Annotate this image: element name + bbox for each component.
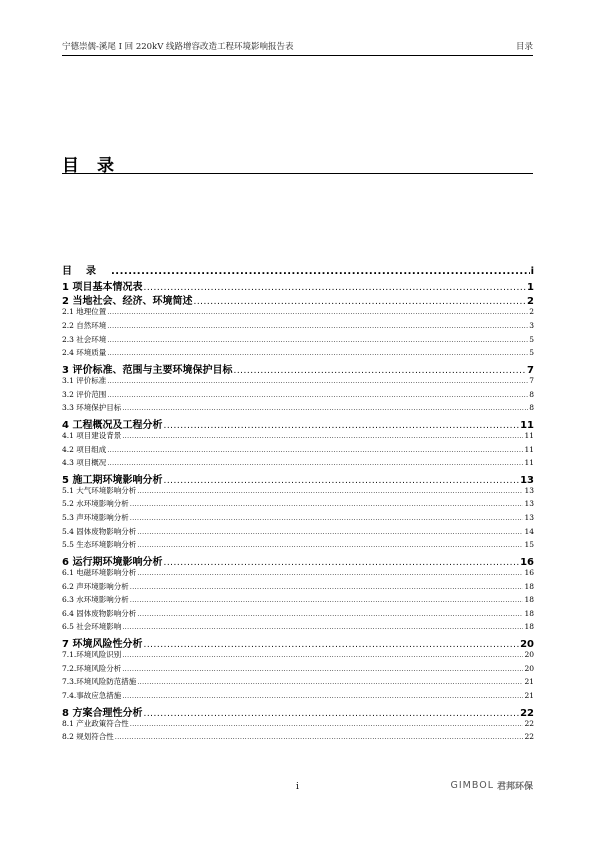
toc-entry-page: 11	[524, 444, 534, 454]
toc-entry-label: 1 项目基本情况表	[62, 282, 143, 293]
toc-entry-label: 5.1 大气环境影响分析	[62, 485, 137, 495]
toc-leader-dots	[107, 461, 523, 467]
toc-entry-label: 5.2 水环境影响分析	[62, 499, 129, 509]
toc-leader-dots	[107, 393, 528, 399]
toc-entry-page: 14	[524, 526, 534, 536]
toc-section-row[interactable]	[62, 444, 534, 458]
toc-leader-dots	[107, 379, 528, 385]
toc-entry-label: 4.3 项目概况	[62, 458, 107, 468]
toc-leader-dots	[122, 667, 523, 673]
toc-entry-page: 21	[524, 690, 534, 700]
toc-entry-page: 22	[524, 732, 534, 742]
toc-section-row[interactable]	[62, 485, 534, 499]
toc-entry-label: 2.4 环境质量	[62, 348, 107, 358]
toc-entry-label: 6 运行期环境影响分析	[62, 556, 163, 568]
toc-entry-label: 4.2 项目组成	[62, 444, 107, 454]
toc-entry-label: 5.5 生态环境影响分析	[62, 540, 137, 550]
toc-entry-page: 20	[520, 639, 534, 650]
header-divider	[62, 55, 533, 56]
toc-entry-label: 8.1 产业政策符合性	[62, 718, 129, 728]
toc-entry-page: 18	[524, 622, 534, 632]
toc-leader-dots	[122, 653, 523, 659]
toc-entry-page: 5	[529, 348, 534, 358]
toc-entry-label: 3.3 环境保护目标	[62, 403, 122, 413]
toc-entry-label: 5.3 声环境影响分析	[62, 513, 129, 523]
toc-section-row[interactable]	[62, 567, 534, 581]
toc-entry-label: 5.4 固体废物影响分析	[62, 526, 137, 536]
header-document-title: 宁德崇儒-溪尾 I 回 220kV 线路增容改造工程环境影响报告表	[62, 42, 294, 52]
toc-entry-label: 7 环境风险性分析	[62, 639, 143, 650]
header-section-label: 目录	[515, 42, 533, 52]
toc-leader-dots	[163, 559, 519, 567]
toc-section-row[interactable]	[62, 539, 534, 553]
toc-chapter-row[interactable]	[62, 416, 534, 430]
toc-leader-dots	[193, 298, 526, 306]
toc-leader-dots	[107, 338, 528, 344]
toc-entry-label: 4 工程概况及工程分析	[62, 419, 163, 430]
toc-section-row[interactable]	[62, 718, 534, 732]
logo-chinese-text: 君邦环保	[496, 781, 533, 792]
toc-section-row[interactable]	[62, 430, 534, 444]
toc-entry-page: 21	[524, 677, 534, 687]
toc-entry-page: 22	[524, 718, 534, 728]
toc-entry-label: 2.1 地理位置	[62, 307, 107, 317]
toc-leader-dots	[107, 351, 528, 357]
toc-leader-dots	[122, 406, 528, 412]
toc-section-row[interactable]	[62, 649, 534, 663]
toc-entry-page: 20	[524, 650, 534, 660]
toc-entry-page: 7	[527, 364, 534, 375]
toc-section-row[interactable]	[62, 512, 534, 526]
toc-section-row[interactable]	[62, 402, 534, 416]
toc-leader-dots	[122, 625, 523, 631]
toc-section-row[interactable]	[62, 690, 534, 704]
toc-entry-label: 7.1.环境风险识别	[62, 650, 122, 660]
toc-entry-page: i	[530, 266, 534, 277]
toc-section-row[interactable]	[62, 526, 534, 540]
toc-chapter-row[interactable]	[62, 635, 534, 649]
toc-leader-dots	[143, 710, 519, 718]
toc-leader-dots	[137, 543, 523, 549]
toc-entry-label: 6.3 水环境影响分析	[62, 595, 129, 605]
toc-leader-dots	[137, 680, 523, 686]
toc-leader-dots	[163, 422, 519, 430]
toc-entry-label: 6.1 电磁环境影响分析	[62, 568, 137, 578]
title-divider	[62, 173, 533, 174]
toc-entry-page: 13	[524, 513, 534, 523]
toc-entry-page: 18	[524, 581, 534, 591]
toc-leader-dots	[111, 267, 530, 277]
toc-section-row[interactable]	[62, 457, 534, 471]
toc-section-row[interactable]	[62, 347, 534, 361]
toc-section-row[interactable]	[62, 498, 534, 512]
toc-heading-row[interactable]	[62, 262, 534, 278]
toc-chapter-row[interactable]	[62, 553, 534, 567]
toc-leader-dots	[137, 612, 523, 618]
toc-entry-page: 2	[529, 307, 534, 317]
toc-entry-page: 11	[520, 419, 534, 430]
toc-chapter-row[interactable]	[62, 278, 534, 292]
toc-entry-label: 2.3 社会环境	[62, 334, 107, 344]
toc-entry-page: 13	[520, 474, 534, 485]
toc-entry-page: 16	[524, 568, 534, 578]
toc-section-row[interactable]	[62, 663, 534, 677]
toc-entry-label: 2.2 自然环境	[62, 320, 107, 330]
toc-leader-dots	[137, 530, 523, 536]
toc-entry-label: 7.4.事故应急措施	[62, 690, 122, 700]
toc-entry-label: 5 施工期环境影响分析	[62, 474, 163, 485]
toc-leader-dots	[115, 735, 524, 741]
toc-entry-label: 6.2 声环境影响分析	[62, 581, 129, 591]
toc-section-row[interactable]	[62, 320, 534, 334]
toc-leader-dots	[107, 448, 523, 454]
toc-entry-page: 8	[529, 389, 534, 399]
toc-entry-label: 6.5 社会环境影响	[62, 622, 122, 632]
toc-leader-dots	[137, 571, 523, 577]
toc-leader-dots	[130, 722, 524, 728]
toc-entry-page: 11	[524, 430, 534, 440]
toc-leader-dots	[143, 284, 526, 292]
table-of-contents	[62, 262, 534, 745]
toc-entry-label: 6.4 固体废物影响分析	[62, 608, 137, 618]
toc-section-row[interactable]	[62, 621, 534, 635]
toc-entry-label: 3 评价标准、范围与主要环境保护目标	[62, 364, 233, 375]
toc-entry-page: 20	[524, 663, 534, 673]
toc-entry-page: 18	[524, 608, 534, 618]
toc-entry-page: 13	[524, 485, 534, 495]
toc-entry-label: 8 方案合理性分析	[62, 707, 143, 718]
toc-entry-label: 2 当地社会、经济、环境简述	[62, 296, 193, 307]
toc-entry-page: 15	[524, 540, 534, 550]
toc-leader-dots	[143, 641, 519, 649]
toc-leader-dots	[130, 598, 524, 604]
toc-leader-dots	[122, 694, 523, 700]
toc-leader-dots	[163, 477, 519, 485]
toc-entry-page: 22	[520, 707, 534, 718]
toc-entry-page: 5	[529, 334, 534, 344]
toc-leader-dots	[122, 434, 523, 440]
toc-section-row[interactable]	[62, 731, 534, 745]
company-logo	[451, 778, 534, 792]
toc-entry-label: 4.1 项目建设背景	[62, 430, 122, 440]
footer-page-number: i	[296, 782, 299, 792]
page-title: 目录	[62, 156, 132, 176]
toc-section-row[interactable]	[62, 594, 534, 608]
toc-leader-dots	[130, 502, 524, 508]
toc-section-row[interactable]	[62, 375, 534, 389]
toc-section-row[interactable]	[62, 389, 534, 403]
toc-entry-page: 13	[524, 499, 534, 509]
toc-leader-dots	[137, 489, 523, 495]
toc-leader-dots	[107, 324, 528, 330]
toc-section-row[interactable]	[62, 334, 534, 348]
toc-chapter-row[interactable]	[62, 361, 534, 375]
toc-entry-label: 目录	[62, 266, 110, 277]
toc-section-row[interactable]	[62, 306, 534, 320]
toc-entry-page: 18	[524, 595, 534, 605]
toc-leader-dots	[130, 585, 524, 591]
toc-section-row[interactable]	[62, 608, 534, 622]
toc-chapter-row[interactable]	[62, 704, 534, 718]
toc-entry-page: 3	[529, 320, 534, 330]
page-header	[62, 40, 533, 54]
toc-leader-dots	[130, 516, 524, 522]
toc-entry-page: 1	[527, 282, 534, 293]
toc-entry-label: 3.1 评价标准	[62, 375, 107, 385]
toc-entry-page: 7	[529, 375, 534, 385]
logo-english-text: GIMBOL	[450, 779, 494, 791]
toc-section-row[interactable]	[62, 676, 534, 690]
toc-section-row[interactable]	[62, 581, 534, 595]
toc-leader-dots	[107, 310, 528, 316]
toc-leader-dots	[233, 367, 526, 375]
toc-chapter-row[interactable]	[62, 292, 534, 306]
toc-entry-label: 7.2.环境风险分析	[62, 663, 122, 673]
toc-entry-label: 8.2 规划符合性	[62, 732, 114, 742]
toc-entry-label: 3.2 评价范围	[62, 389, 107, 399]
toc-entry-page: 2	[527, 296, 534, 307]
toc-entry-label: 7.3.环境风险防范措施	[62, 677, 137, 687]
toc-entry-page: 8	[529, 403, 534, 413]
toc-entry-page: 11	[524, 458, 534, 468]
toc-chapter-row[interactable]	[62, 471, 534, 485]
toc-entry-page: 16	[520, 556, 534, 568]
